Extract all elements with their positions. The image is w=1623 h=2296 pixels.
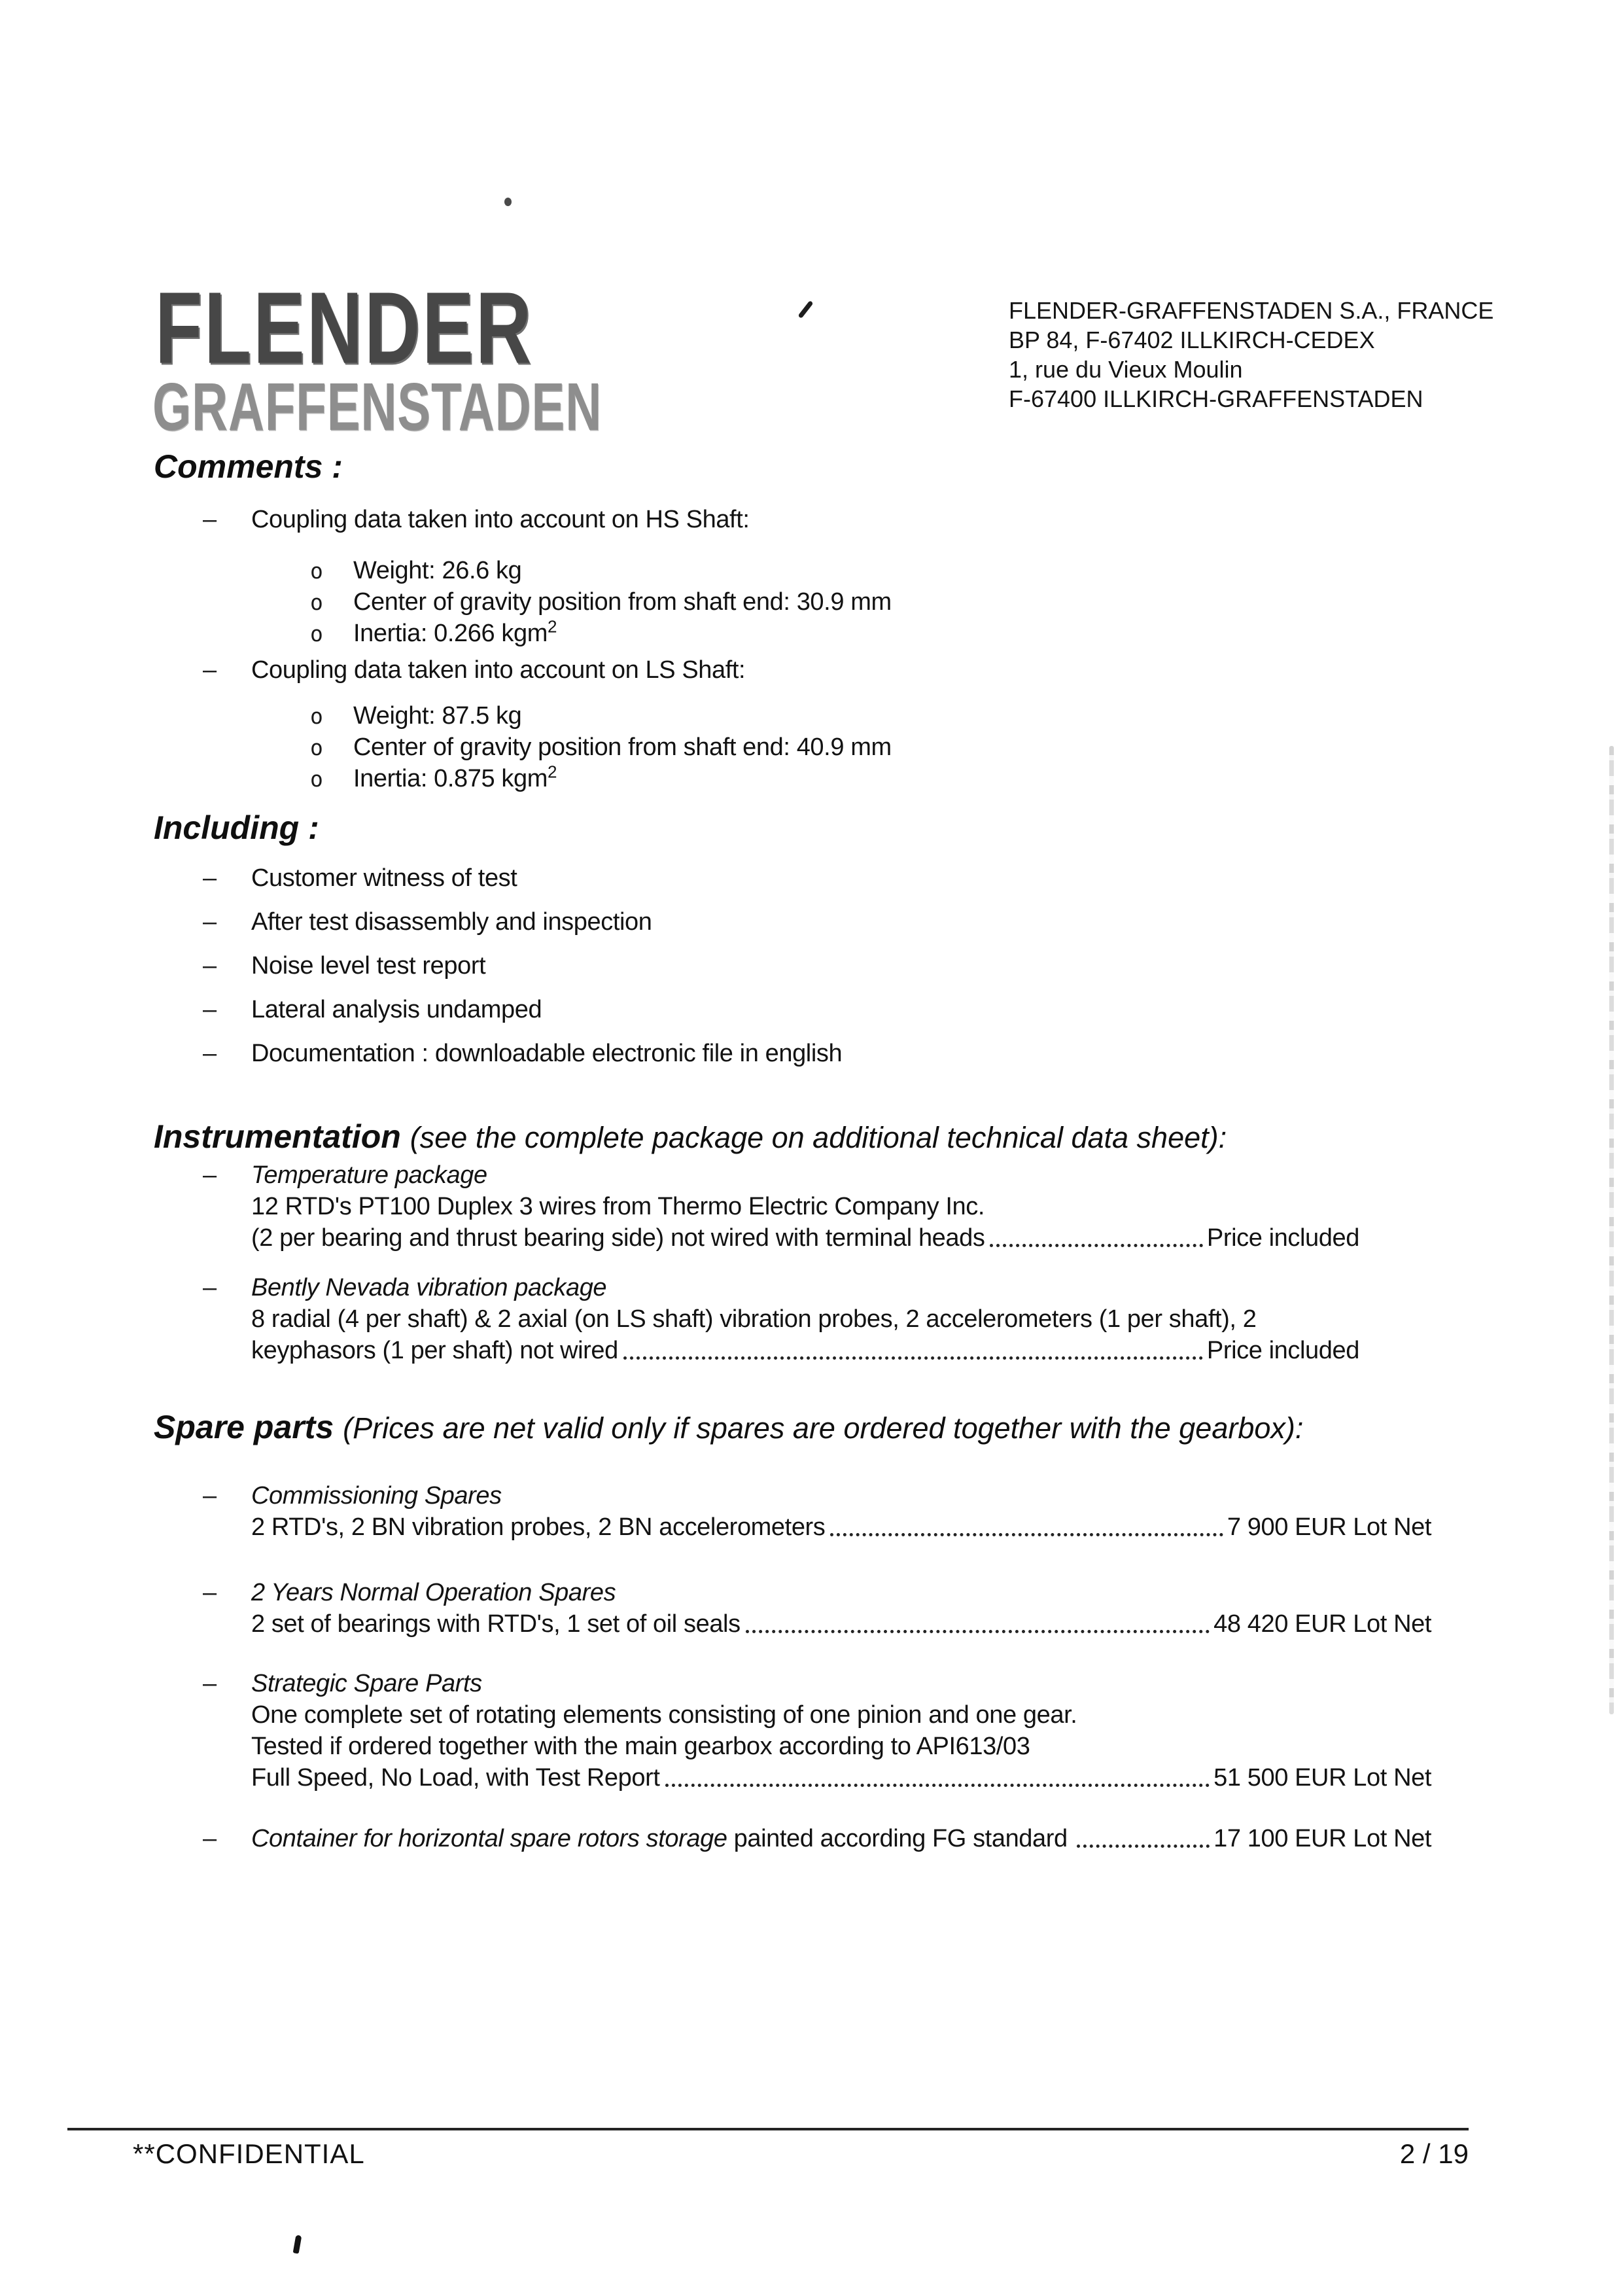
hs-center-of-gravity: Center of gravity position from shaft end: 30.9 mm: [353, 588, 892, 616]
scan-tick-mark: [798, 300, 814, 319]
superscript-2: 2: [547, 616, 557, 637]
price-line-value: Price included: [1206, 1337, 1359, 1364]
dash-bullet: –: [203, 1274, 217, 1301]
including-item-2: After test disassembly and inspection: [251, 908, 652, 936]
address-line-1: FLENDER-GRAFFENSTADEN S.A., FRANCE: [1009, 297, 1494, 324]
price-line-text: keyphasors (1 per shaft) not wired: [251, 1337, 618, 1364]
price-line: [251, 1608, 1431, 1640]
instrumentation-heading-note: (see the complete package on additional technical data sheet):: [410, 1121, 1227, 1154]
list-item: [203, 654, 1263, 686]
strategic-spare-parts-line1: One complete set of rotating elements consisting of one pinion and one gear.: [251, 1701, 1077, 1729]
list-subitem: [203, 700, 1263, 732]
hs-weight: Weight: 26.6 kg: [353, 557, 522, 584]
price-line-value: 17 100 EUR Lot Net: [1213, 1825, 1431, 1852]
including-item-3: Noise level test report: [251, 952, 486, 980]
price-line-text: Full Speed, No Load, with Test Report: [251, 1764, 660, 1792]
confidential-label: **CONFIDENTIAL: [133, 2138, 365, 2169]
list-item: [203, 1823, 1431, 1854]
circle-bullet: o: [310, 766, 323, 792]
list-item: [203, 1480, 1431, 1543]
comments-list: [203, 504, 1263, 794]
price-line-value: 51 500 EUR Lot Net: [1213, 1764, 1431, 1792]
price-line: [251, 1762, 1431, 1793]
dash-bullet: –: [203, 1825, 217, 1852]
dotted-leader: [665, 1784, 1210, 1787]
list-subitem: [203, 763, 1263, 794]
dash-bullet: –: [203, 1040, 217, 1067]
ls-inertia: Inertia: 0.875 kgm: [353, 765, 548, 792]
page-number: 2 / 19: [1399, 2138, 1469, 2169]
dotted-leader: [746, 1630, 1210, 1633]
list-item: [203, 994, 1263, 1025]
price-line-text: (2 per bearing and thrust bearing side) not wired with terminal heads: [251, 1224, 985, 1252]
dash-bullet: –: [203, 864, 217, 892]
list-item: [203, 950, 1263, 981]
list-item: [203, 1272, 1359, 1366]
superscript-2: 2: [547, 762, 557, 782]
page-footer: [67, 2128, 1469, 2170]
list-item: [203, 906, 1263, 938]
comments-bullet1-text: Coupling data taken into account on HS Shaft:: [251, 506, 750, 533]
list-item: [203, 1577, 1431, 1640]
list-subitem: [203, 618, 1263, 649]
temperature-package-title: Temperature package: [251, 1161, 487, 1189]
price-line: [251, 1335, 1359, 1366]
including-item-5: Documentation : downloadable electronic file in english: [251, 1040, 843, 1067]
address-line-2: BP 84, F-67402 ILLKIRCH-CEDEX: [1009, 327, 1375, 353]
including-item-4: Lateral analysis undamped: [251, 996, 542, 1023]
scan-artifact-vertical-line: [1609, 746, 1614, 1714]
list-item: [203, 1038, 1263, 1069]
circle-bullet: o: [310, 558, 323, 584]
price-line: [251, 1511, 1431, 1543]
dash-bullet: –: [203, 1482, 217, 1510]
dotted-leader: [1077, 1845, 1210, 1848]
price-line-value: 48 420 EUR Lot Net: [1213, 1610, 1431, 1638]
comments-heading: Comments :: [154, 448, 343, 485]
vibration-package-line: 8 radial (4 per shaft) & 2 axial (on LS shaft) vibration probes, 2 accelerometers (1 per shaft), 2: [251, 1305, 1257, 1333]
scan-speck-dot: [504, 198, 512, 206]
hs-inertia: Inertia: 0.266 kgm: [353, 620, 548, 647]
list-item: [203, 862, 1263, 894]
price-line-text: 2 RTD's, 2 BN vibration probes, 2 BN accelerometers: [251, 1513, 826, 1541]
container-storage-title: Container for horizontal spare rotors storage: [251, 1825, 727, 1852]
instrumentation-heading-bold: Instrumentation: [154, 1118, 401, 1155]
spare-parts-heading-note: (Prices are net valid only if spares are ordered together with the gearbox):: [343, 1411, 1304, 1445]
temperature-package-line: 12 RTD's PT100 Duplex 3 wires from Thermo Electric Company Inc.: [251, 1193, 985, 1220]
price-line: [251, 1222, 1359, 1254]
including-list: [203, 862, 1263, 1069]
circle-bullet: o: [310, 735, 323, 760]
dash-bullet: –: [203, 1579, 217, 1606]
dotted-leader: [623, 1356, 1203, 1360]
dotted-leader: [990, 1244, 1202, 1247]
price-line-value: 7 900 EUR Lot Net: [1227, 1513, 1431, 1541]
spare-parts-list: [203, 1480, 1431, 1854]
price-line-text: 2 set of bearings with RTD's, 1 set of oil seals: [251, 1610, 741, 1638]
strategic-spare-parts-line2: Tested if ordered together with the main gearbox according to API613/03: [251, 1733, 1030, 1760]
dotted-leader: [830, 1533, 1223, 1536]
address-line-4: F-67400 ILLKIRCH-GRAFFENSTADEN: [1009, 385, 1423, 412]
list-item: [203, 1668, 1431, 1793]
dash-bullet: –: [203, 506, 217, 533]
spare-parts-heading-bold: Spare parts: [154, 1409, 334, 1445]
container-storage-text: painted according FG standard: [733, 1825, 1068, 1852]
commissioning-spares-title: Commissioning Spares: [251, 1482, 502, 1510]
strategic-spare-parts-title: Strategic Spare Parts: [251, 1670, 482, 1697]
list-item: [203, 1159, 1359, 1254]
ls-center-of-gravity: Center of gravity position from shaft end: 40.9 mm: [353, 733, 892, 761]
spare-parts-heading: [154, 1408, 1303, 1446]
circle-bullet: o: [310, 703, 323, 729]
company-address-block: [1009, 296, 1493, 414]
list-item: [203, 504, 1263, 535]
ls-weight: Weight: 87.5 kg: [353, 702, 522, 730]
dash-bullet: –: [203, 656, 217, 684]
dash-bullet: –: [203, 996, 217, 1023]
including-item-1: Customer witness of test: [251, 864, 517, 892]
address-line-3: 1, rue du Vieux Moulin: [1009, 356, 1243, 383]
company-logo-flender: FLENDER: [155, 271, 534, 385]
price-line: [251, 1823, 1431, 1854]
circle-bullet: o: [310, 590, 323, 615]
list-subitem: [203, 586, 1263, 618]
price-line-value: Price included: [1206, 1224, 1359, 1252]
company-logo-graffenstaden: GRAFFENSTADEN: [152, 370, 602, 445]
dash-bullet: –: [203, 908, 217, 936]
instrumentation-heading: [154, 1118, 1227, 1156]
list-subitem: [203, 555, 1263, 586]
dash-bullet: –: [203, 1161, 217, 1189]
normal-operation-spares-title: 2 Years Normal Operation Spares: [251, 1579, 616, 1606]
dash-bullet: –: [203, 952, 217, 980]
vibration-package-title: Bently Nevada vibration package: [251, 1274, 607, 1301]
scan-apostrophe-mark: [293, 2234, 302, 2253]
circle-bullet: o: [310, 621, 323, 646]
instrumentation-list: [203, 1159, 1359, 1366]
comments-bullet2-text: Coupling data taken into account on LS Shaft:: [251, 656, 746, 684]
list-subitem: [203, 732, 1263, 763]
including-heading: Including :: [154, 809, 319, 846]
dash-bullet: –: [203, 1670, 217, 1697]
